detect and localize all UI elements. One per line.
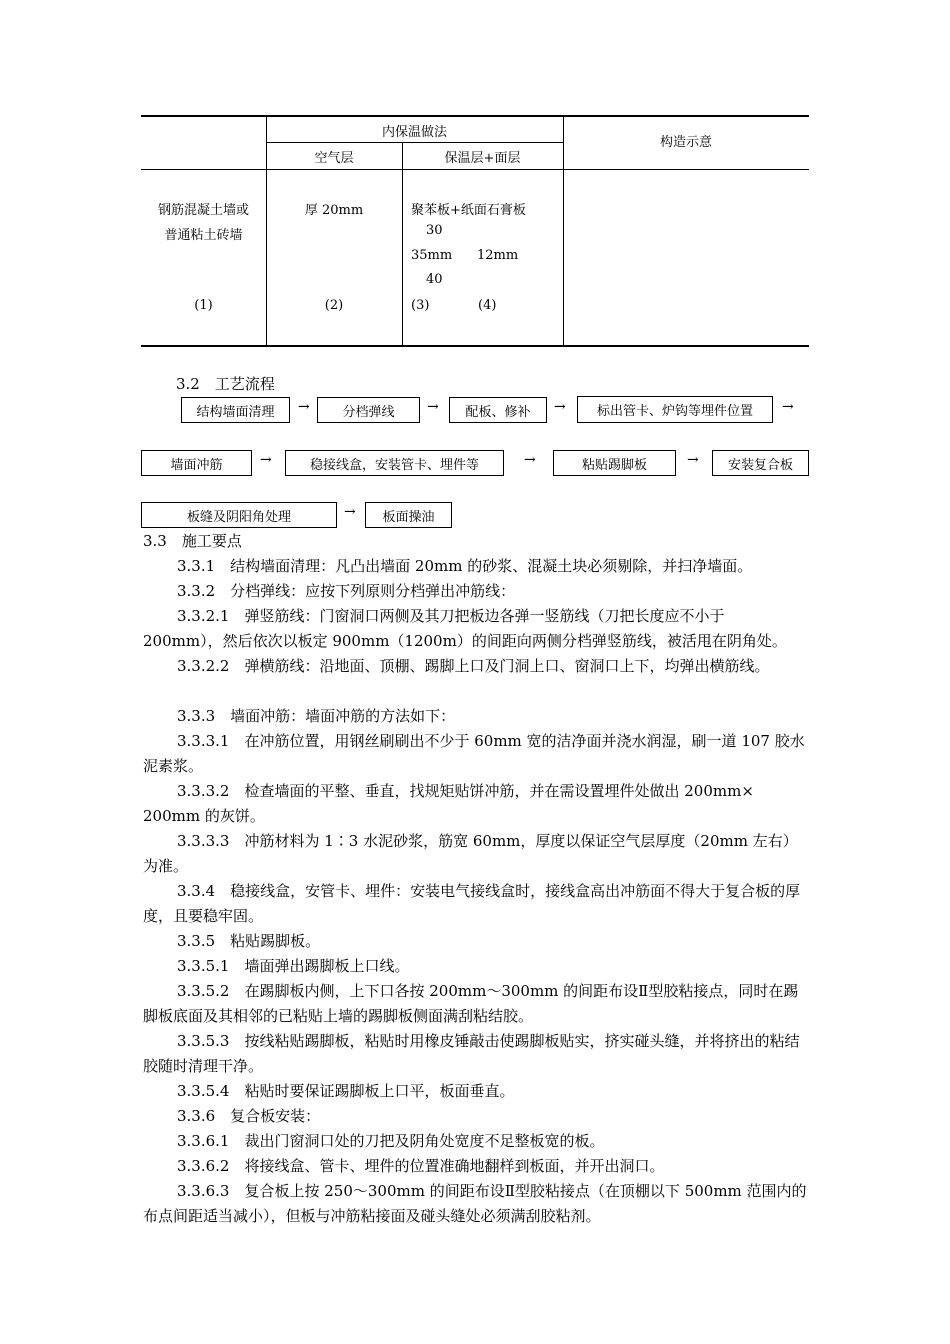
table-col-divider [402, 142, 403, 346]
para-3-3-6: 3.3.6 复合板安装： [177, 1107, 321, 1125]
para-3-3-3-1: 3.3.3.1 在冲筋位置，用钢丝刷刷出不少于 60mm 宽的洁净面并浇水润湿，刷一道 107 胶水泥素浆。 [143, 732, 805, 775]
flow-arrow: → [344, 504, 356, 520]
flow-arrow: → [298, 399, 310, 415]
flow-step-board-fitting: 配板、修补 [449, 397, 547, 423]
para-3-3-1: 3.3.1 结构墙面清理：凡凸出墙面 20mm 的砂浆、混凝土块必须剔除，并扫净墙面。 [177, 557, 753, 575]
insulation-thickness-30: 30 [426, 223, 443, 238]
header-insulation-layer: 保温层+面层 [444, 151, 521, 166]
air-layer-value: 厚 20mm [304, 203, 364, 218]
wall-type-line2: 普通粘土砖墙 [164, 228, 243, 243]
para-3-3-5-2: 3.3.5.2 在踢脚板内侧，上下口各按 200mm～300mm 的间距布设Ⅱ型胶粘接点，同时在踢脚板底面及其相邻的已粘贴上墙的踢脚板侧面满刮粘结胶。 [143, 982, 799, 1025]
para-3-3-3-3: 3.3.3.3 冲筋材料为 1∶3 水泥砂浆，筋宽 60mm，厚度以保证空气层厚度（20mm 左右）为准。 [143, 832, 798, 875]
flow-arrow: → [687, 452, 699, 468]
flow-step-mark-embedded-parts: 标出管卡、炉钩等埋件位置 [577, 396, 773, 423]
flow-arrow: → [260, 452, 272, 468]
marker-2: (2) [324, 298, 344, 313]
flow-step-install-composite-board: 安装复合板 [712, 450, 809, 476]
flow-arrow: → [554, 399, 566, 415]
flow-step-wall-cleaning: 结构墙面清理 [181, 397, 290, 423]
flow-step-joint-treatment: 板缝及阴阳角处理 [141, 502, 337, 528]
para-3-3-6-2: 3.3.6.2 将接线盒、管卡、埋件的位置准确地翻样到板面，并开出洞口。 [177, 1157, 665, 1175]
para-3-3-5-1: 3.3.5.1 墙面弹出踢脚板上口线。 [177, 957, 410, 975]
table-top-rule [141, 115, 809, 117]
table-header-rule [141, 169, 809, 170]
para-3-3-6-3: 3.3.6.3 复合板上按 250～300mm 的间距布设Ⅱ型胶粘接点（在顶棚以下 500mm 范围内的布点间距适当减小），但板与冲筋粘接面及碰头缝处必须满刮胶粘剂。 [143, 1182, 807, 1225]
board-thickness-12: 12mm [477, 248, 519, 263]
flow-arrow: → [782, 399, 794, 415]
insulation-thickness-35: 35mm [411, 248, 453, 263]
flow-step-line-marking: 分档弹线 [317, 397, 420, 423]
section-heading: 3.3 施工要点 [143, 532, 242, 550]
flow-arrow: → [524, 452, 536, 468]
para-3-3-5: 3.3.5 粘贴踢脚板。 [177, 932, 321, 950]
para-3-3-3: 3.3.3 墙面冲筋：墙面冲筋的方法如下： [177, 707, 456, 725]
table-header-divider [266, 142, 563, 143]
marker-3: (3) [411, 298, 430, 313]
para-3-3-5-3: 3.3.5.3 按线粘贴踢脚板，粘贴时用橡皮锤敲击使踢脚板贴实，挤实碰头缝，并将挤出的粘结胶随时清理干净。 [143, 1032, 800, 1075]
flow-heading: 3.2 工艺流程 [176, 375, 275, 393]
para-3-3-2: 3.3.2 分档弹线：应按下列原则分档弹出冲筋线： [177, 582, 516, 600]
para-3-3-2-2: 3.3.2.2 弹横筋线：沿地面、顶棚、踢脚上口及门洞上口、窗洞口上下，均弹出横筋线。 [177, 657, 770, 675]
marker-4: (4) [478, 298, 497, 313]
header-diagram: 构造示意 [659, 135, 712, 150]
header-inner-insulation: 内保温做法 [381, 125, 447, 140]
para-3-3-2-1: 3.3.2.1 弹竖筋线：门窗洞口两侧及其刀把板边各弹一竖筋线（刀把长度应不小于 200mm），然后依次以板定 900mm（1200m）的间距向两侧分档弹竖筋线，被活甩在阴角处。 [143, 607, 787, 650]
marker-1: (1) [194, 298, 213, 313]
para-3-3-6-1: 3.3.6.1 裁出门窗洞口处的刀把及阴角处宽度不足整板宽的板。 [177, 1132, 605, 1150]
header-air-layer: 空气层 [314, 151, 354, 166]
para-3-3-5-4: 3.3.5.4 粘贴时要保证踢脚板上口平，板面垂直。 [177, 1082, 515, 1100]
flow-step-skirting-board: 粘贴踢脚板 [553, 450, 676, 476]
insulation-thickness-40: 40 [426, 272, 443, 287]
flow-step-wall-screeding: 墙面冲筋 [141, 450, 252, 476]
para-3-3-4: 3.3.4 稳接线盒，安管卡、埋件：安装电气接线盒时，接线盒高出冲筋面不得大于复合板的厚度，且要稳牢固。 [143, 882, 801, 925]
flow-step-board-oiling: 板面操油 [365, 502, 452, 528]
insulation-material: 聚苯板+纸面石膏板 [411, 203, 526, 218]
flow-arrow: → [427, 399, 439, 415]
table-bottom-rule [141, 345, 809, 347]
para-3-3-3-2: 3.3.3.2 检查墙面的平整、垂直，找规矩贴饼冲筋，并在需设置埋件处做出 200mm× 200mm 的灰饼。 [143, 782, 754, 825]
flow-step-install-boxes: 稳接线盒，安装管卡、埋件等 [285, 450, 504, 476]
wall-type-line1: 钢筋混凝土墙或 [157, 203, 249, 218]
table-col-divider [563, 116, 564, 346]
